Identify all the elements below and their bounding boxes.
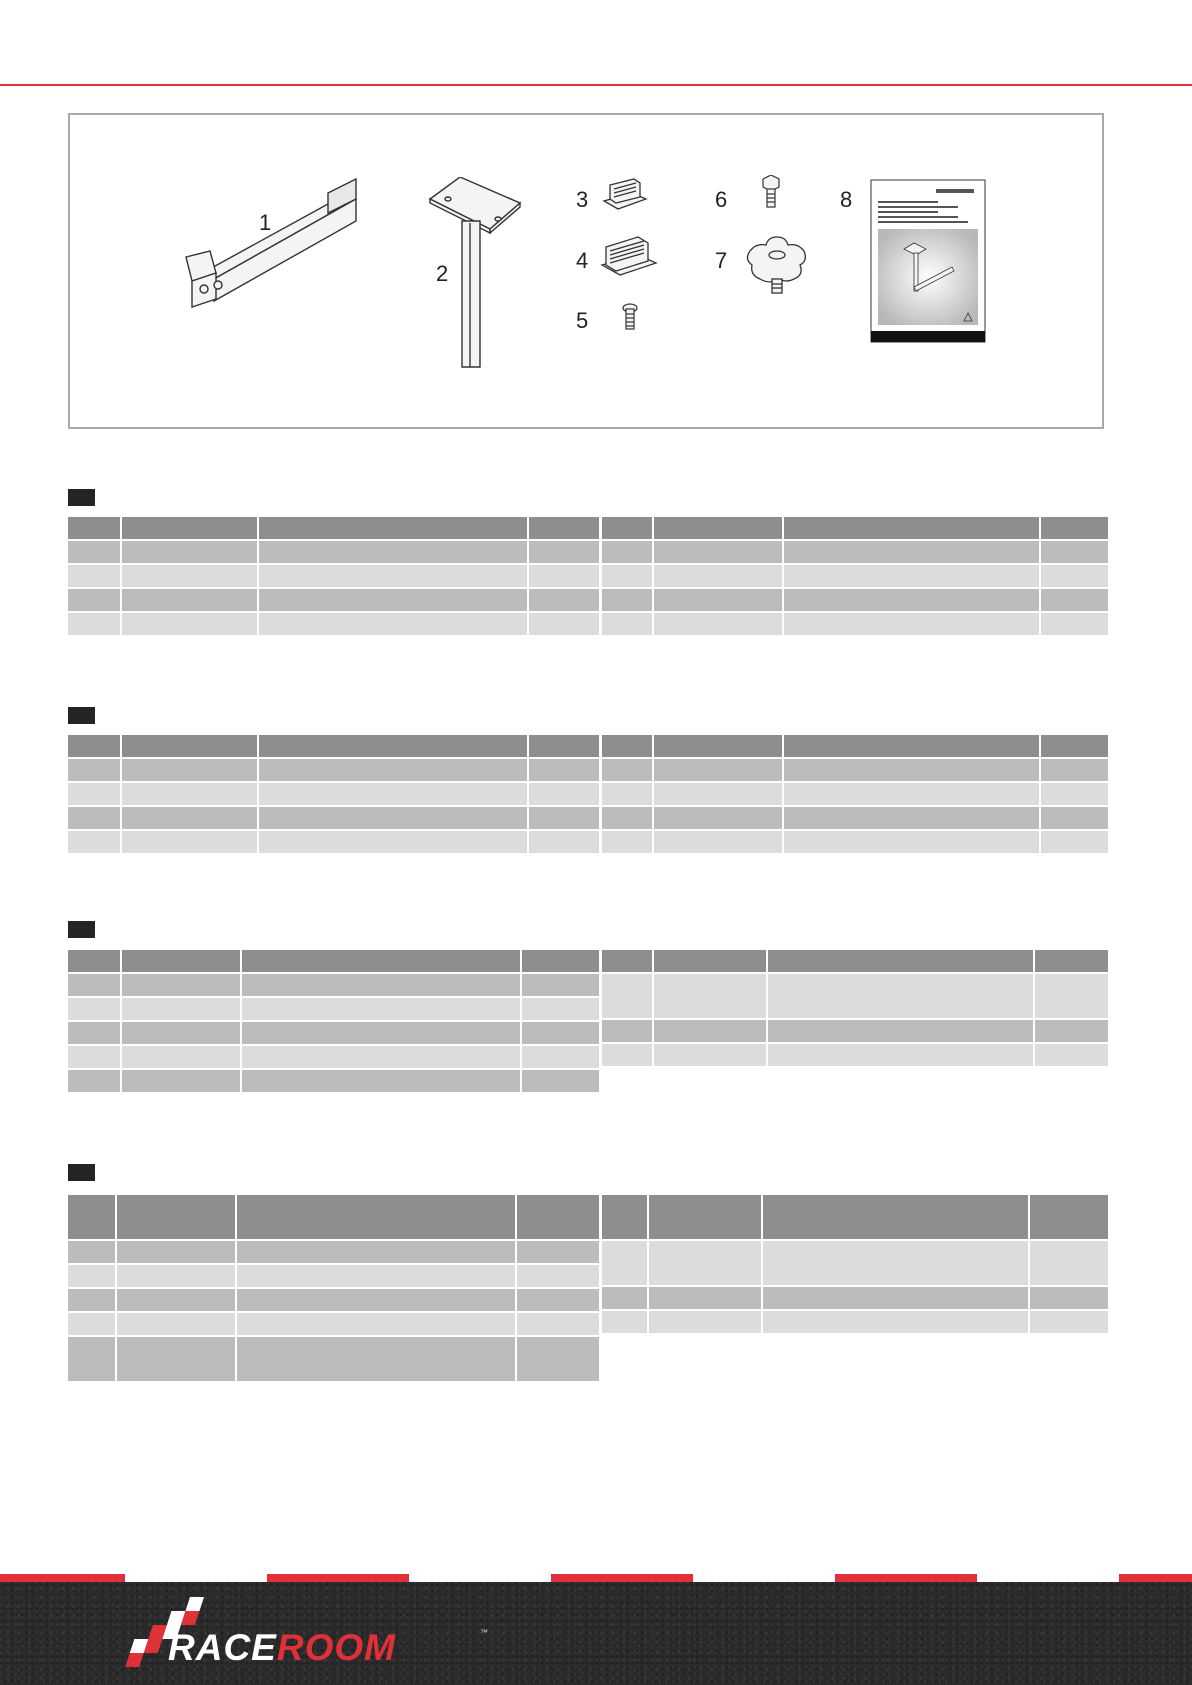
footer-stripe [0,1574,1192,1584]
table-header-row [602,517,1108,539]
table-row [602,1020,1108,1042]
table-row [602,1287,1108,1309]
table-header-row [68,1195,599,1239]
large-end-cap-icon [600,235,658,279]
table-row [68,565,599,587]
table-row [68,1241,599,1263]
parts-table-4-right [600,1193,1110,1335]
table-row [602,541,1108,563]
parts-table-2-left [66,733,601,855]
part-number-3: 3 [576,187,589,212]
table-row [602,1311,1108,1333]
parts-table-3-left [66,948,601,1094]
brand-name-part2: ROOM [276,1627,396,1668]
table-header-row [68,517,599,539]
part-number-1: 1 [259,210,272,235]
crossbar-tube-icon [178,175,358,325]
table-header-row [68,950,599,972]
part-number-8: 8 [840,187,853,212]
table-header-row [602,950,1108,972]
table-row [68,807,599,829]
table-row [602,807,1108,829]
section-tag-1 [68,489,95,506]
part-number-7: 7 [715,248,728,273]
parts-table-1-left [66,515,601,637]
table-row [602,831,1108,853]
table-row [602,759,1108,781]
manual-booklet-icon [870,179,986,343]
part-number-4: 4 [576,248,589,273]
parts-table-3-right [600,948,1110,1068]
table-row [602,783,1108,805]
table-row [68,1046,599,1068]
table-row [68,1313,599,1335]
parts-table-2-right [600,733,1110,855]
star-knob-icon [742,235,812,297]
section-tag-2 [68,707,95,724]
section-tag-4 [68,1164,95,1181]
table-header-row [68,735,599,757]
table-header-row [602,1195,1108,1239]
brand-name-part1: RACE [168,1627,277,1668]
mounting-plate-post-icon [424,177,524,377]
brand-wordmark [168,1627,396,1669]
part-number-2: 2 [436,261,449,286]
bolt-icon [760,175,782,209]
table-header-row [602,735,1108,757]
table-row [68,1265,599,1287]
table-row [602,974,1108,1018]
table-row [68,998,599,1020]
brand-trademark: ™ [480,1628,488,1637]
part-number-6: 6 [715,187,728,212]
table-row [68,1022,599,1044]
top-red-rule [0,84,1192,86]
small-end-cap-icon [602,177,648,211]
small-screw-icon [620,303,640,333]
table-row [68,759,599,781]
table-row [68,589,599,611]
table-row [68,541,599,563]
table-row [68,831,599,853]
table-row [602,1044,1108,1066]
table-row [68,613,599,635]
table-row [602,1241,1108,1285]
table-row [68,1289,599,1311]
table-row [68,783,599,805]
table-row [68,1337,599,1381]
table-row [602,565,1108,587]
table-row [602,589,1108,611]
part-number-5: 5 [576,308,589,333]
table-row [68,1070,599,1092]
parts-overview-box [68,113,1104,429]
parts-table-4-left [66,1193,601,1383]
section-tag-3 [68,921,95,938]
table-row [68,974,599,996]
parts-table-1-right [600,515,1110,637]
table-row [602,613,1108,635]
